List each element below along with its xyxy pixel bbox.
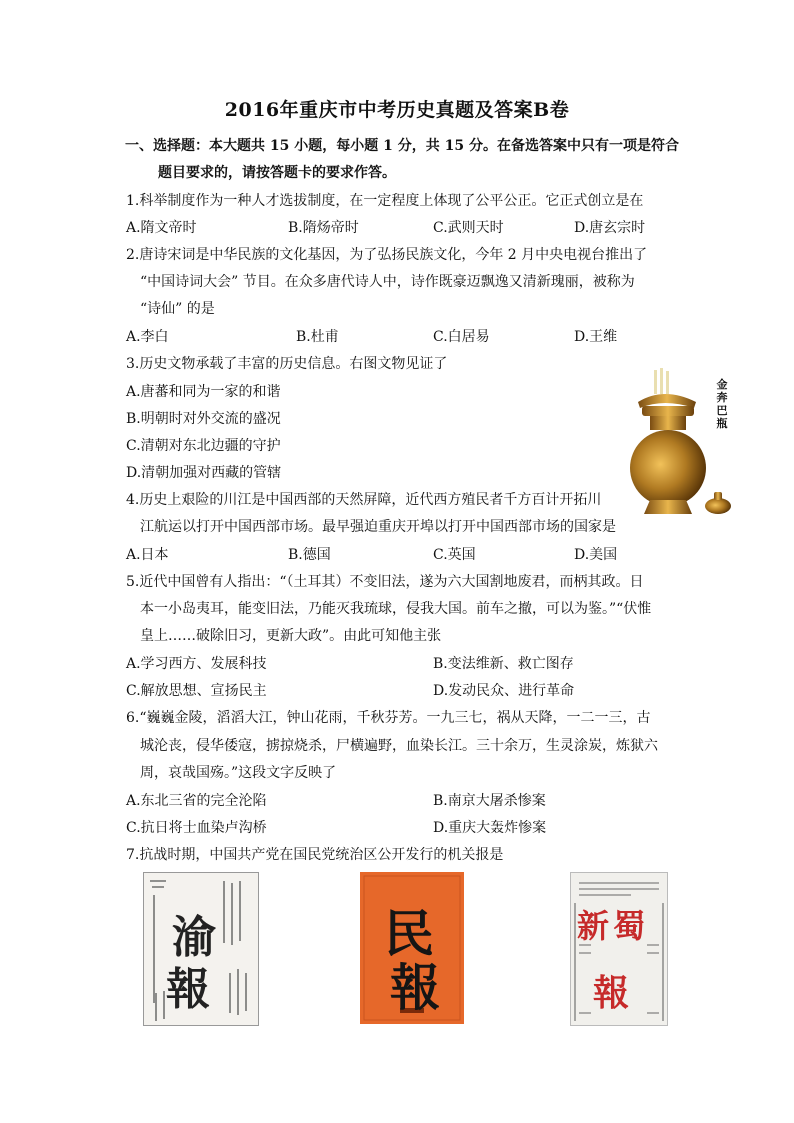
q5-option-a: A.学习西方、发展科技	[126, 656, 267, 672]
q5-option-c: C.解放思想、宣扬民主	[126, 683, 267, 699]
q5-option-d: D.发动民众、进行革命	[433, 683, 575, 699]
q6-option-a: A.东北三省的完全沦陷	[126, 793, 267, 809]
newspaper3-char3: 報	[593, 972, 630, 1014]
q2-option-c: C.白居易	[433, 329, 490, 345]
q6-option-c: C.抗日将士血染卢沟桥	[126, 820, 267, 836]
q2-stem-2: “中国诗词大会” 节目。在众多唐代诗人中，诗作既豪迈飘逸又清新瑰丽，被称为	[140, 274, 635, 290]
newspaper1-char1: 渝	[172, 912, 216, 963]
q3-option-c: C.清朝对东北边疆的守护	[126, 438, 281, 454]
q1-option-b: B.隋炀帝时	[288, 220, 359, 236]
newspaper-image-xinshubao	[570, 872, 668, 1026]
q1-option-a: A.隋文帝时	[126, 220, 197, 236]
q6-option-b: B.南京大屠杀惨案	[433, 793, 546, 809]
q4-option-a: A.日本	[126, 547, 169, 563]
q4-option-d: D.美国	[574, 547, 618, 563]
q4-stem-2: 江航运以打开中国西部市场。最早强迫重庆开埠以打开中国西部市场的国家是	[140, 519, 616, 535]
newspaper-image-minbao	[360, 872, 464, 1024]
q3-option-d: D.清朝加强对西藏的管辖	[126, 465, 282, 481]
q5-option-b: B.变法维新、救亡图存	[433, 656, 574, 672]
q4-stem-1: 4.历史上艰险的川江是中国西部的天然屏障，近代西方殖民者千方百计开拓川	[126, 492, 602, 508]
newspaper3-char2: 蜀	[613, 907, 646, 945]
q3-stem: 3.历史文物承载了丰富的历史信息。右图文物见证了	[126, 356, 448, 372]
q2-option-d: D.王维	[574, 329, 618, 345]
section-heading-line1: 一、选择题：本大题共 15 小题，每小题 1 分，共 15 分。在备选答案中只有一项是符合	[125, 138, 679, 154]
q3-option-a: A.唐蕃和同为一家的和谐	[126, 384, 281, 400]
q2-stem-1: 2.唐诗宋词是中华民族的文化基因，为了弘扬民族文化，今年 2 月中央电视台推出了	[126, 247, 648, 263]
vase-caption: 金奔巴瓶	[716, 378, 728, 430]
page-title: 2016年重庆市中考历史真题及答案B卷	[224, 99, 570, 121]
q7-stem: 7.抗战时期，中国共产党在国民党统治区公开发行的机关报是	[126, 847, 504, 863]
newspaper1-char2: 報	[166, 964, 210, 1015]
q5-stem-1: 5.近代中国曾有人指出：“（土耳其）不变旧法，遂为六大国割地废君，而柄其政。日	[126, 574, 644, 590]
q6-option-d: D.重庆大轰炸惨案	[433, 820, 547, 836]
newspaper2-char2: 報	[390, 958, 440, 1017]
q5-stem-3: 皇上……破除旧习，更新大政”。由此可知他主张	[140, 628, 442, 644]
q4-option-c: C.英国	[433, 547, 476, 563]
q1-option-c: C.武则天时	[433, 220, 504, 236]
newspaper3-char1: 新	[577, 907, 610, 945]
q2-stem-3: “诗仙” 的是	[140, 301, 215, 317]
newspaper2-char1: 民	[384, 904, 434, 963]
newspaper-image-yubao	[143, 872, 259, 1026]
q6-stem-2: 城沦丧，侵华倭寇，掳掠烧杀，尸横遍野，血染长江。三十余万，生灵涂炭，炼狱六	[140, 738, 658, 754]
section-heading-line2: 题目要求的，请按答题卡的要求作答。	[158, 165, 396, 181]
q1-stem: 1.科举制度作为一种人才选拔制度，在一定程度上体现了公平公正。它正式创立是在	[126, 193, 644, 209]
q6-stem-3: 周，哀哉国殇。”这段文字反映了	[140, 765, 337, 781]
q4-option-b: B.德国	[288, 547, 331, 563]
q5-stem-2: 本一小岛夷耳，能变旧法，乃能灭我琉球，侵我大国。前车之撤，可以为鉴。”“伏惟	[140, 601, 652, 617]
q3-option-b: B.明朝时对外交流的盛况	[126, 411, 281, 427]
q2-option-b: B.杜甫	[296, 329, 339, 345]
q6-stem-1: 6.“巍巍金陵，滔滔大江，钟山花雨，千秋芬芳。一九三七，祸从天降，一二一三，古	[126, 710, 651, 726]
q2-option-a: A.李白	[126, 329, 169, 345]
q1-option-d: D.唐玄宗时	[574, 220, 646, 236]
